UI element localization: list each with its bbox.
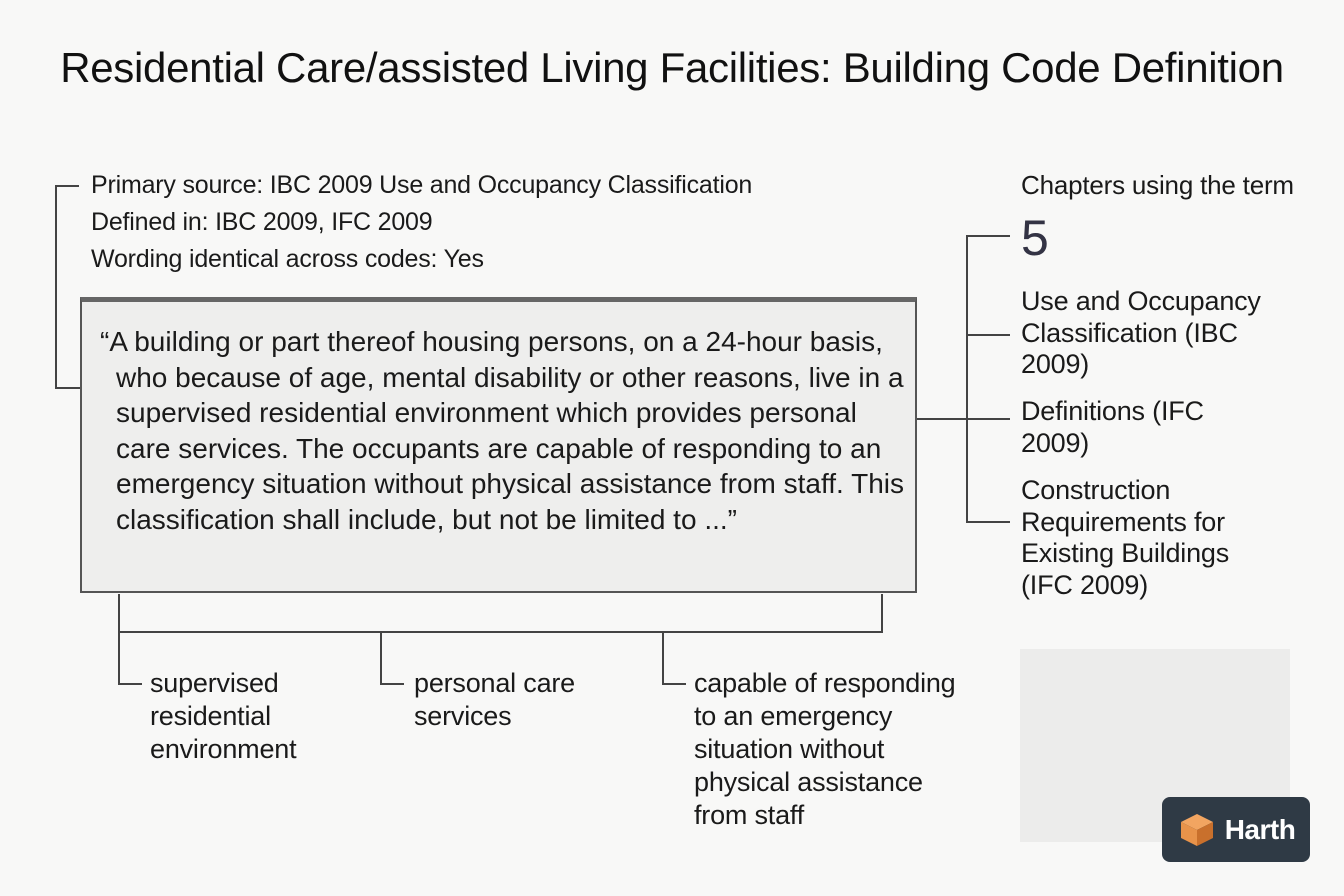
concept-supervised-environment: supervised residential environment [150,668,297,764]
chapter-item-existing-buildings: Construction Requirements for Existing Buildings (IFC 2009) [1021,475,1230,600]
chapter-item-definitions: Definitions (IFC 2009) [1021,396,1204,458]
primary-source-line: Primary source: IBC 2009 Use and Occupancy Classification [91,171,753,199]
wording-identical-line: Wording identical across codes: Yes [91,245,484,273]
logo-text: Harth [1224,813,1296,845]
concept-branch-3 [663,632,686,684]
meta-bracket [56,186,80,388]
chapter-item-use-occupancy: Use and Occupancy Classification (IBC 2009) [1021,286,1261,379]
chapters-count: 5 [1021,210,1049,266]
chapters-label: Chapters using the term [1021,170,1294,200]
harth-logo [1162,797,1310,862]
box-icon [1177,810,1217,850]
concept-bracket [119,594,882,632]
concept-branch-2 [381,632,404,684]
concept-personal-care: personal care services [414,668,575,731]
page-title: Residential Care/assisted Living Facilities: Building Code Definition [60,44,1284,91]
concept-branch-1 [119,632,142,684]
definition-quote: “A building or part thereof housing persons, on a 24-hour basis, who because of age, mental disability or other reasons, live in a supervised residential environment which provides personal care services. The occupants are capable of responding to an emergency situation without physical assistance from staff. This classification shall include, but not be limited to ...” [100,326,904,535]
chapter-spine [967,236,1010,522]
concept-emergency-response: capable of responding to an emergency situation without physical assistance from staff [694,668,956,830]
defined-in-line: Defined in: IBC 2009, IFC 2009 [91,208,433,236]
